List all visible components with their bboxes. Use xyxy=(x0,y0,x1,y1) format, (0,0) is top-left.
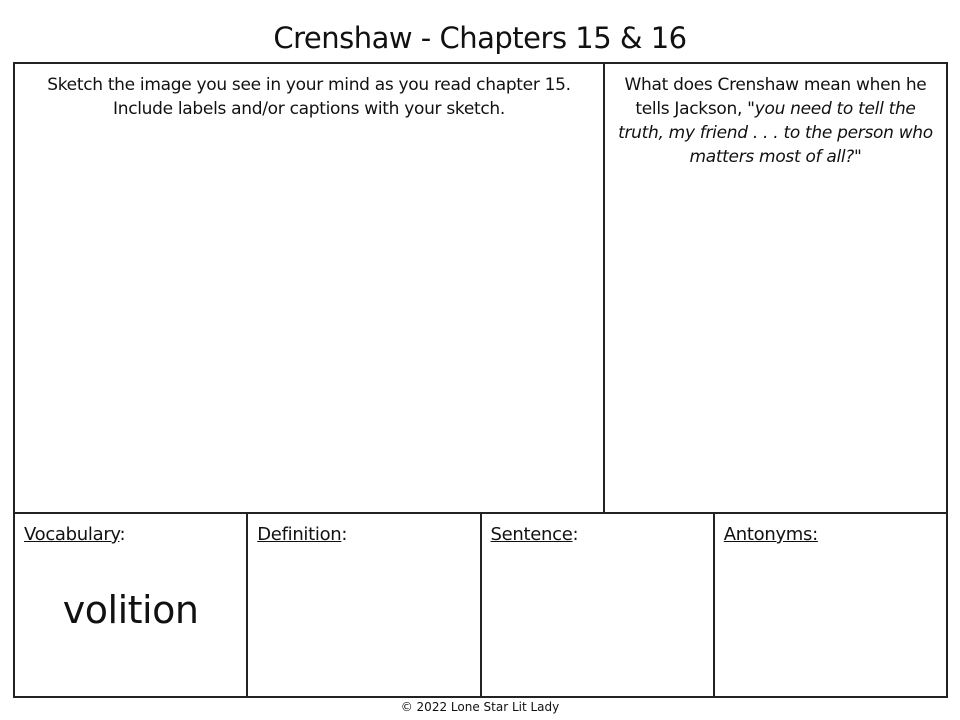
sketch-area[interactable] xyxy=(15,64,605,512)
page-title: Crenshaw - Chapters 15 & 16 xyxy=(273,21,687,55)
question-prompt-lead: What does Crenshaw mean when he tells Jackson, " xyxy=(624,75,927,119)
antonyms-label-text: Antonyms: xyxy=(723,524,818,545)
definition-label-colon: : xyxy=(341,524,348,545)
definition-label-text: Definition xyxy=(257,524,342,545)
worksheet-grid xyxy=(13,62,948,698)
question-prompt xyxy=(615,73,936,169)
definition-label xyxy=(257,523,347,547)
sentence-label-colon: : xyxy=(572,524,579,545)
question-prompt-end: " xyxy=(854,147,862,167)
definition-cell[interactable] xyxy=(248,514,481,696)
copyright-footer: © 2022 Lone Star Lit Lady xyxy=(400,700,560,714)
vocabulary-label xyxy=(24,523,125,547)
question-quote: you need to tell the truth, my friend . . . to the person who matters most of all? xyxy=(618,99,933,167)
question-area[interactable] xyxy=(605,64,946,512)
vocabulary-cell[interactable] xyxy=(15,514,248,696)
sentence-cell[interactable] xyxy=(482,514,715,696)
antonyms-label xyxy=(724,523,818,547)
sketch-prompt xyxy=(31,73,587,121)
sketch-prompt-line1: Sketch the image you see in your mind as you read chapter 15. xyxy=(47,75,571,95)
vocabulary-label-text: Vocabulary xyxy=(24,524,120,545)
vocabulary-label-colon: : xyxy=(119,524,126,545)
vocabulary-row xyxy=(15,512,946,696)
sentence-label xyxy=(491,523,579,547)
sketch-prompt-line2: Include labels and/or captions with your sketch. xyxy=(113,99,505,119)
antonyms-cell[interactable] xyxy=(715,514,946,696)
sentence-label-text: Sentence xyxy=(490,524,573,545)
vocabulary-word: volition xyxy=(62,588,199,632)
